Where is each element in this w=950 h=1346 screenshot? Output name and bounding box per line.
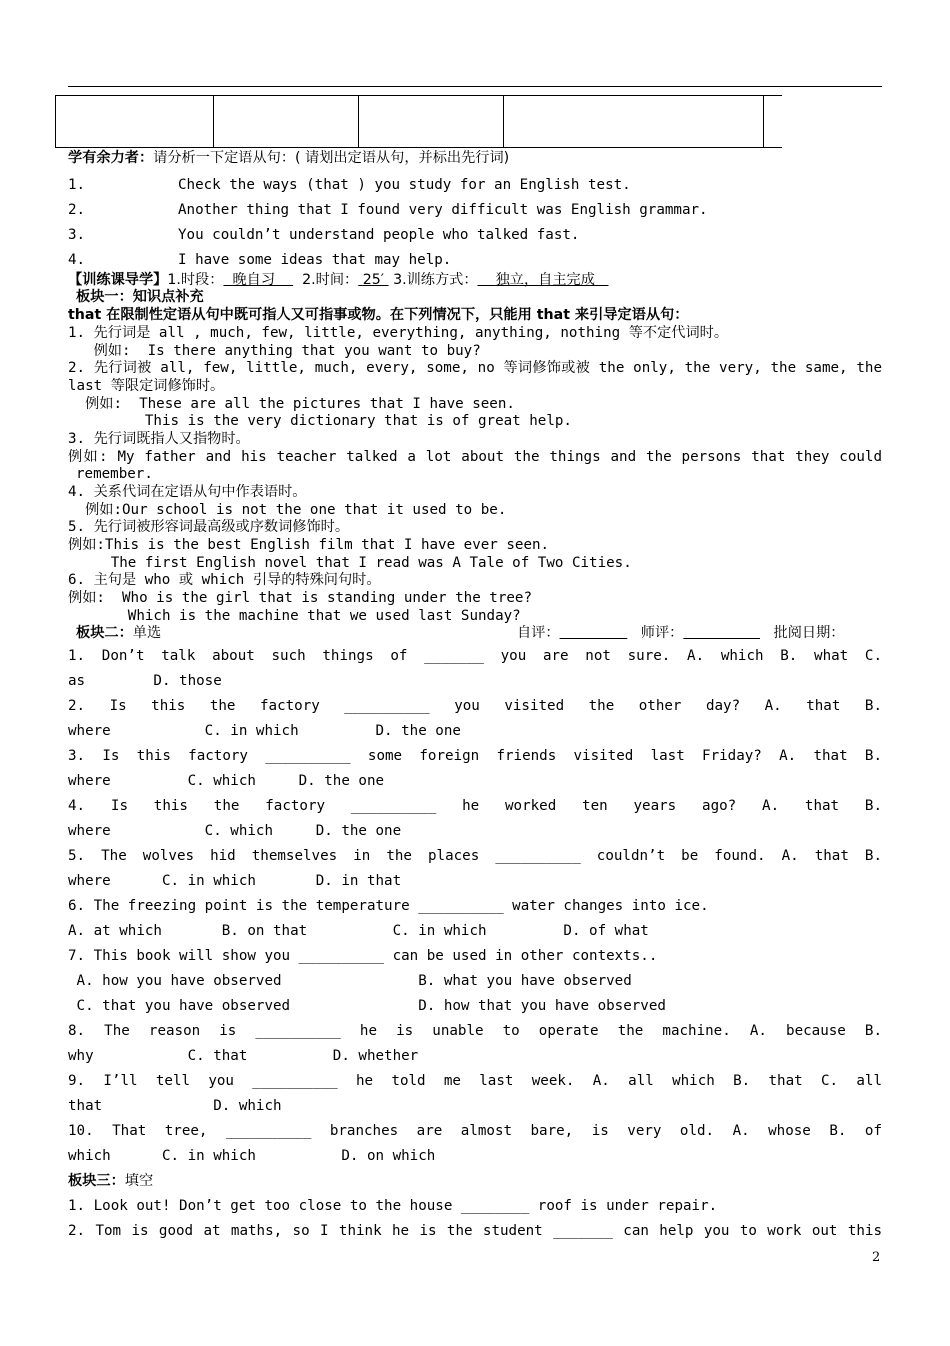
- question-line: C. that you have observed D. how that you have observed: [68, 998, 666, 1014]
- grid-cell: [504, 96, 764, 148]
- question-line: A. at which B. on that C. in which D. of what: [68, 923, 649, 939]
- item-text: You couldn’t understand people who talked fast.: [178, 227, 580, 243]
- training-line: [68, 272, 882, 289]
- analysis-instruction: 请分析一下定语从句：( 请划出定语从句，并标出先行词): [153, 150, 510, 166]
- rule-line: 例如: These are all the pictures that I have seen.: [68, 396, 515, 412]
- question-line: 8. The reason is __________ he is unable to operate the machine. A. because B.: [68, 1023, 882, 1039]
- rule-line: The first English novel that I read was A Tale of Two Cities.: [68, 555, 632, 571]
- block3-header: [68, 1173, 882, 1190]
- block2-subtitle: 单选: [132, 625, 162, 641]
- grid-cell: [359, 96, 504, 148]
- block2-title: 板块二：: [76, 625, 133, 641]
- question-line: 9. I’ll tell you __________ he told me last week. A. all which B. that C. all: [68, 1073, 882, 1089]
- question-line: that D. which: [68, 1098, 282, 1114]
- duration-value: 25′: [362, 272, 385, 288]
- question-line: why C. that D. whether: [68, 1048, 419, 1064]
- rule-line: 例如:Our school is not the one that it used to be.: [68, 502, 507, 518]
- rule-line: last 等限定词修饰时。: [68, 378, 225, 394]
- duration-label: 2.时间：: [302, 272, 359, 288]
- rule-line: 例如: Who is the girl that is standing under the tree?: [68, 590, 532, 606]
- mode-label: 3.训练方式：: [393, 272, 478, 288]
- time-label: 1.时段：: [167, 272, 224, 288]
- block1-intro: that 在限制性定语从句中既可指人又可指事或物。在下列情况下，只能用 that 来引导定语从句：: [68, 307, 689, 323]
- item-text: Another thing that I found very difficult was English grammar.: [178, 202, 708, 218]
- item-number: 4.: [68, 252, 86, 268]
- question-line: A. how you have observed B. what you have observed: [68, 973, 632, 989]
- block3-subtitle: 填空: [124, 1173, 154, 1189]
- self-eval-blank[interactable]: [560, 625, 628, 641]
- analysis-heading-line: [68, 150, 882, 167]
- rule-line: 例如:This is the best English film that I have ever seen.: [68, 537, 550, 553]
- question-line: which C. in which D. on which: [68, 1148, 436, 1164]
- page-number: 2: [872, 1250, 881, 1265]
- item-text: I have some ideas that may help.: [178, 252, 452, 268]
- rule-line: 2. 先行词被 all, few, little, much, every, some, no 等词修饰或被 the only, the very, the same, the: [68, 360, 882, 376]
- question-line: as D. those: [68, 673, 222, 689]
- time-value: 晚自习: [232, 272, 276, 288]
- rule-line: remember.: [76, 466, 153, 482]
- fill-line: 1. Look out! Don’t get too close to the house ________ roof is under repair.: [68, 1198, 718, 1214]
- rule-line: 5. 先行词被形容词最高级或序数词修饰时。: [68, 519, 350, 535]
- rule-line: 3. 先行词既指人又指物时。: [68, 431, 250, 447]
- question-line: where C. in which D. the one: [68, 723, 461, 739]
- rule-line: 4. 关系代词在定语从句中作表语时。: [68, 484, 307, 500]
- block1-title: 板块一：知识点补充: [76, 289, 204, 305]
- rule-line: This is the very dictionary that is of great help.: [68, 413, 572, 429]
- rule-line: 例如: Is there anything that you want to buy?: [68, 343, 481, 359]
- rule-line: 6. 主句是 who 或 which 引导的特殊问句时。: [68, 572, 381, 588]
- question-line: 10. That tree, __________ branches are almost bare, is very old. A. whose B. of: [68, 1123, 882, 1139]
- fill-line: 2. Tom is good at maths, so I think he is the student _______ can help you to work out this: [68, 1223, 882, 1239]
- evaluation-row: [517, 625, 845, 642]
- question-line: 6. The freezing point is the temperature __________ water changes into ice.: [68, 898, 709, 914]
- question-line: 4. Is this the factory __________ he worked ten years ago? A. that B.: [68, 798, 882, 814]
- question-line: where C. which D. the one: [68, 773, 385, 789]
- rule-line: 1. 先行词是 all , much, few, little, everything, anything, nothing 等不定代词时。: [68, 325, 729, 341]
- mode-value: 独立，自主完成: [495, 272, 595, 288]
- item-number: 1.: [68, 177, 86, 193]
- grid-cell: [214, 96, 359, 148]
- question-line: 3. Is this factory __________ some foreign friends visited last Friday? A. that B.: [68, 748, 882, 764]
- question-line: where C. in which D. in that: [68, 873, 402, 889]
- question-line: 2. Is this the factory __________ you visited the other day? A. that B.: [68, 698, 882, 714]
- header-grid: [55, 95, 782, 148]
- item-number: 2.: [68, 202, 86, 218]
- review-date-label: 批阅日期：: [773, 625, 845, 641]
- rule-line: 例如: My father and his teacher talked a lot about the things and the persons that they could: [68, 449, 882, 465]
- block3-title: 板块三：: [68, 1173, 125, 1189]
- rule-line: Which is the machine that we used last Sunday?: [68, 608, 521, 624]
- grid-cell: [764, 96, 783, 148]
- analysis-heading: 学有余力者：: [68, 150, 154, 166]
- teacher-eval-label: 师评：: [640, 625, 684, 641]
- question-line: 1. Don’t talk about such things of _______ you are not sure. A. which B. what C.: [68, 648, 882, 664]
- grid-cell: [56, 96, 214, 148]
- question-line: 7. This book will show you __________ can be used in other contexts..: [68, 948, 658, 964]
- self-eval-label: 自评：: [517, 625, 560, 641]
- item-number: 3.: [68, 227, 86, 243]
- item-text: Check the ways (that ) you study for an English test.: [178, 177, 631, 193]
- training-heading: 【训练课导学】: [68, 272, 168, 288]
- header-rule: [68, 86, 882, 87]
- question-line: 5. The wolves hid themselves in the places __________ couldn’t be found. A. that B.: [68, 848, 882, 864]
- question-line: where C. which D. the one: [68, 823, 402, 839]
- teacher-eval-blank[interactable]: [683, 625, 760, 641]
